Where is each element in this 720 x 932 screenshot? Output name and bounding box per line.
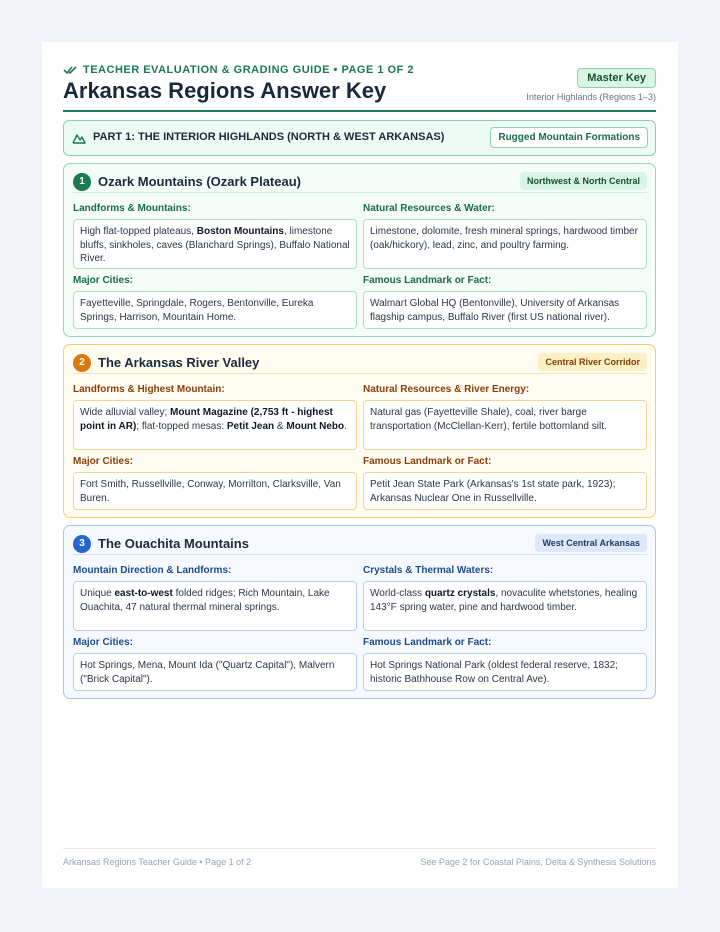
answer-bold-text: Boston Mountains bbox=[196, 226, 284, 237]
part-tag: Rugged Mountain Formations bbox=[490, 127, 648, 148]
region-number-badge: 2 bbox=[73, 354, 91, 372]
answer-text: & bbox=[274, 420, 287, 432]
field-label: Crystals & Thermal Waters: bbox=[363, 565, 494, 576]
region-header bbox=[73, 171, 647, 193]
answer-text: High flat-topped plateaus, bbox=[80, 226, 197, 237]
field-label: Major Cities: bbox=[73, 275, 134, 286]
answer-text: , novaculite whetstones, healing 143°F spring water, pine and hardwood timber. bbox=[370, 588, 638, 613]
answer-field-box bbox=[73, 581, 357, 631]
field-label: Mountain Direction & Landforms: bbox=[73, 565, 232, 576]
part-banner bbox=[63, 120, 656, 156]
answer-text: ; flat-topped mesas: bbox=[136, 420, 227, 432]
answer-field-box bbox=[73, 472, 357, 510]
field-label: Landforms & Highest Mountain: bbox=[73, 384, 225, 395]
answer-text: Fort Smith, Russellville, Conway, Morrilton, Clarksville, Van Buren. bbox=[80, 479, 341, 504]
answer-text: Natural gas (Fayetteville Shale), coal, river barge transportation (McClellan-Kerr), fertile bottomland silt. bbox=[370, 407, 607, 432]
answer-field-box bbox=[363, 291, 647, 329]
answer-field-box bbox=[363, 472, 647, 510]
region-number-badge: 1 bbox=[73, 173, 91, 191]
mountain-icon bbox=[72, 131, 86, 145]
region-card-1 bbox=[63, 163, 656, 337]
field-label: Major Cities: bbox=[73, 456, 134, 467]
answer-text: Limestone, dolomite, fresh mineral springs, hardwood timber (oak/hickory), lead, zinc, and poultry farming. bbox=[370, 226, 638, 251]
field-label: Famous Landmark or Fact: bbox=[363, 275, 492, 286]
field-label: Major Cities: bbox=[73, 637, 134, 648]
region-card-2 bbox=[63, 344, 656, 518]
region-location-tag: Central River Corridor bbox=[538, 353, 647, 371]
field-label: Landforms & Mountains: bbox=[73, 203, 191, 214]
answer-bold-text: Petit Jean bbox=[226, 420, 275, 432]
answer-text: Hot Springs, Mena, Mount Ida ("Quartz Capital"), Malvern ("Brick Capital"). bbox=[80, 660, 335, 685]
region-card-3 bbox=[63, 525, 656, 699]
answer-bold-text: east-to-west bbox=[114, 588, 173, 599]
footer-left: Arkansas Regions Teacher Guide • Page 1 of 2 bbox=[63, 857, 252, 867]
kicker-text: TEACHER EVALUATION & GRADING GUIDE • PAGE 1 OF 2 bbox=[83, 64, 414, 76]
guide-kicker bbox=[63, 64, 414, 76]
region-title: The Ouachita Mountains bbox=[98, 536, 249, 551]
answer-field-box bbox=[363, 581, 647, 631]
region-title: The Arkansas River Valley bbox=[98, 355, 260, 370]
master-key-badge: Master Key bbox=[577, 68, 656, 88]
page-footer bbox=[63, 848, 656, 867]
footer-right: See Page 2 for Coastal Plains, Delta & Synthesis Solutions bbox=[420, 857, 656, 867]
answer-text: folded ridges; Rich Mountain, Lake Ouachita, 47 natural thermal mineral springs. bbox=[80, 588, 330, 613]
answer-text: World-class bbox=[370, 588, 425, 599]
region-header bbox=[73, 352, 647, 374]
field-label: Natural Resources & Water: bbox=[363, 203, 495, 214]
answer-text: Unique bbox=[80, 588, 115, 599]
answer-text: Wide alluvial valley; bbox=[80, 407, 171, 418]
answer-field-box bbox=[73, 653, 357, 691]
answer-field-box bbox=[73, 219, 357, 269]
answer-field-box bbox=[73, 400, 357, 450]
page-header bbox=[63, 64, 656, 112]
double-check-icon bbox=[63, 64, 77, 76]
field-label: Famous Landmark or Fact: bbox=[363, 456, 492, 467]
region-location-tag: West Central Arkansas bbox=[535, 534, 647, 552]
answer-field-box bbox=[363, 400, 647, 450]
answer-field-box bbox=[73, 291, 357, 329]
page-subtitle: Interior Highlands (Regions 1–3) bbox=[526, 92, 656, 102]
field-label: Natural Resources & River Energy: bbox=[363, 384, 530, 395]
region-number-badge: 3 bbox=[73, 535, 91, 553]
answer-text: Walmart Global HQ (Bentonville), University of Arkansas flagship campus, Buffalo River (first US national river). bbox=[370, 298, 620, 323]
answer-text: Fayetteville, Springdale, Rogers, Bentonville, Eureka Springs, Harrison, Mountain Home. bbox=[80, 298, 314, 323]
region-location-tag: Northwest & North Central bbox=[520, 172, 647, 190]
part-title: PART 1: THE INTERIOR HIGHLANDS (NORTH & WEST ARKANSAS) bbox=[93, 131, 445, 143]
answer-text: Petit Jean State Park (Arkansas's 1st state park, 1923); Arkansas Nuclear One in Russellville. bbox=[370, 479, 616, 504]
answer-text: . bbox=[344, 420, 347, 432]
answer-text: , limestone bluffs, sinkholes, caves (Blanchard Springs), Buffalo National River. bbox=[80, 226, 350, 264]
field-label: Famous Landmark or Fact: bbox=[363, 637, 492, 648]
answer-bold-text: Mount Nebo bbox=[286, 420, 345, 432]
answer-key-page bbox=[42, 42, 678, 888]
region-header bbox=[73, 533, 647, 555]
answer-field-box bbox=[363, 653, 647, 691]
page-title: Arkansas Regions Answer Key bbox=[63, 78, 387, 103]
answer-bold-text: quartz crystals bbox=[424, 588, 496, 599]
answer-text: Hot Springs National Park (oldest federal reserve, 1832; historic Bathhouse Row on Central Ave). bbox=[370, 660, 618, 685]
answer-bold-text: Mount Magazine (2,753 ft - highest point in AR) bbox=[80, 407, 333, 432]
region-title: Ozark Mountains (Ozark Plateau) bbox=[98, 174, 301, 189]
answer-field-box bbox=[363, 219, 647, 269]
